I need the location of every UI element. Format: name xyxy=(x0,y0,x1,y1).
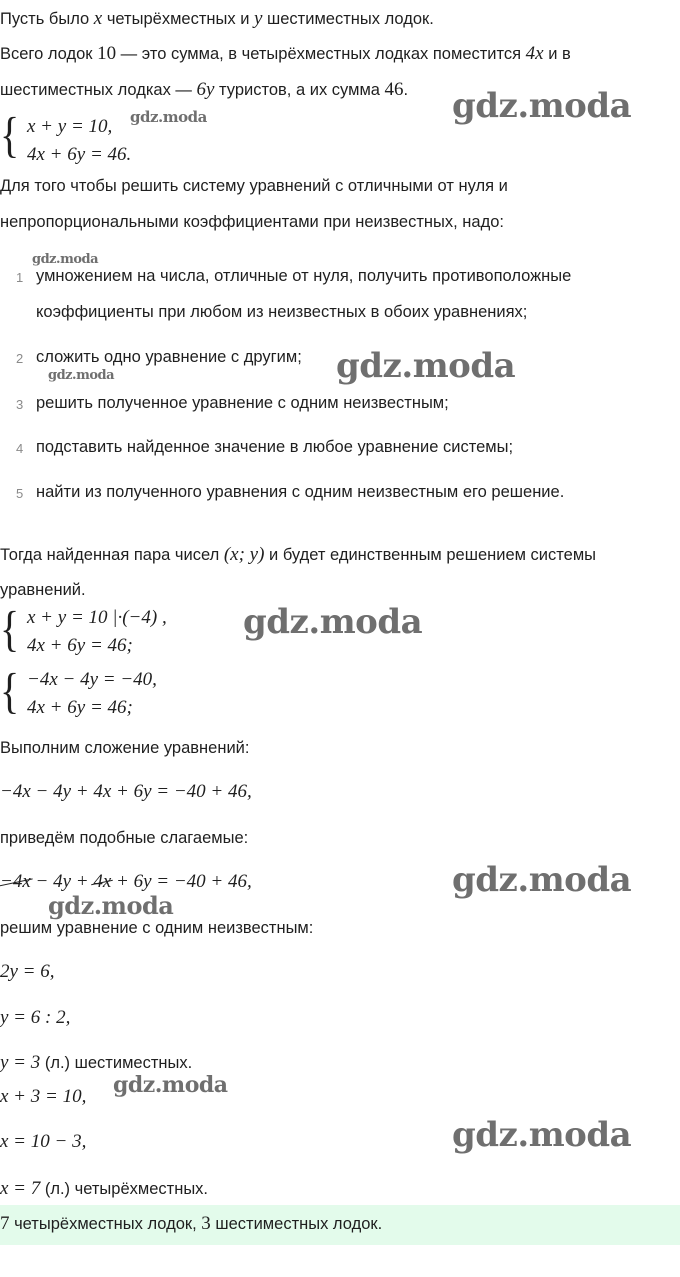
intro-line-1: Пусть было x четырёхместных и y шестиместных лодок. xyxy=(0,8,434,29)
step-3-number: 3 xyxy=(16,397,24,412)
equation-5: x = 10 − 3, xyxy=(0,1131,87,1152)
watermark: gdz.moda xyxy=(48,891,174,920)
equation-6: x = 7 (л.) четырёхместных. xyxy=(0,1178,209,1199)
system-3-eq-1: −4x − 4y = −40, xyxy=(27,669,157,690)
pair-line-1: Тогда найденная пара чисел (x; y) и будет единственным решением системы xyxy=(0,544,597,565)
system-2-brace: { xyxy=(0,600,20,657)
answer-text: 7 четырёхместных лодок, 3 шестиместных лодок. xyxy=(0,1213,383,1234)
system-2-eq-1: x + y = 10 |·(−4) , xyxy=(27,607,167,628)
step-2-text: сложить одно уравнение с другим; xyxy=(36,348,302,366)
pair-line-2: уравнений. xyxy=(0,581,86,599)
system-1-eq-2: 4x + 6y = 46. xyxy=(27,144,132,165)
watermark: gdz.moda xyxy=(113,1072,228,1098)
equation-3: y = 3 (л.) шестиместных. xyxy=(0,1052,193,1073)
similar-equation: −4x − 4y + 4x + 6y = −40 + 46, xyxy=(0,871,252,892)
step-5-number: 5 xyxy=(16,486,24,501)
method-intro-line-1: Для того чтобы решить систему уравнений с отличными от нуля и xyxy=(0,177,508,195)
equation-1: 2y = 6, xyxy=(0,961,55,982)
equation-2: y = 6 : 2, xyxy=(0,1007,71,1028)
system-3-eq-2: 4x + 6y = 46; xyxy=(27,697,133,718)
step-5-text: найти из полученного уравнения с одним неизвестным его решение. xyxy=(36,483,565,501)
similar-text: приведём подобные слагаемые: xyxy=(0,829,249,847)
system-3-brace: { xyxy=(0,662,20,719)
equation-4: x + 3 = 10, xyxy=(0,1086,87,1107)
watermark: gdz.moda xyxy=(243,602,423,642)
system-2-eq-2: 4x + 6y = 46; xyxy=(27,635,133,656)
cancelled-term-2: 4x xyxy=(93,871,112,892)
watermark: gdz.moda xyxy=(452,86,632,126)
step-4-number: 4 xyxy=(16,441,24,456)
add-equation: −4x − 4y + 4x + 6y = −40 + 46, xyxy=(0,781,252,802)
watermark: gdz.moda xyxy=(336,346,516,386)
watermark: gdz.moda xyxy=(48,368,115,383)
step-2-number: 2 xyxy=(16,351,24,366)
step-4-text: подставить найденное значение в любое уравнение системы; xyxy=(36,438,514,456)
intro-line-2: Всего лодок 10 — это сумма, в четырёхместных лодках поместится 4x и в xyxy=(0,43,571,64)
solve-text: решим уравнение с одним неизвестным: xyxy=(0,919,314,937)
step-1-text-1: умножением на числа, отличные от нуля, получить противоположные xyxy=(36,267,572,285)
method-intro-line-2: непропорциональными коэффициентами при неизвестных, надо: xyxy=(0,213,504,231)
watermark: gdz.moda xyxy=(130,108,207,126)
add-text: Выполним сложение уравнений: xyxy=(0,739,250,757)
step-1-text-2: коэффициенты при любом из неизвестных в обоих уравнениях; xyxy=(36,303,528,321)
step-1-number: 1 xyxy=(16,270,24,285)
system-1-brace: { xyxy=(0,106,20,163)
watermark: gdz.moda xyxy=(32,252,99,267)
watermark: gdz.moda xyxy=(452,860,632,900)
cancelled-term-1: −4x xyxy=(0,871,31,892)
system-1-eq-1: x + y = 10, xyxy=(27,116,113,137)
watermark: gdz.moda xyxy=(452,1115,632,1155)
intro-line-3: шестиместных лодках — 6y туристов, а их сумма 46. xyxy=(0,79,409,100)
step-3-text: решить полученное уравнение с одним неизвестным; xyxy=(36,394,449,412)
